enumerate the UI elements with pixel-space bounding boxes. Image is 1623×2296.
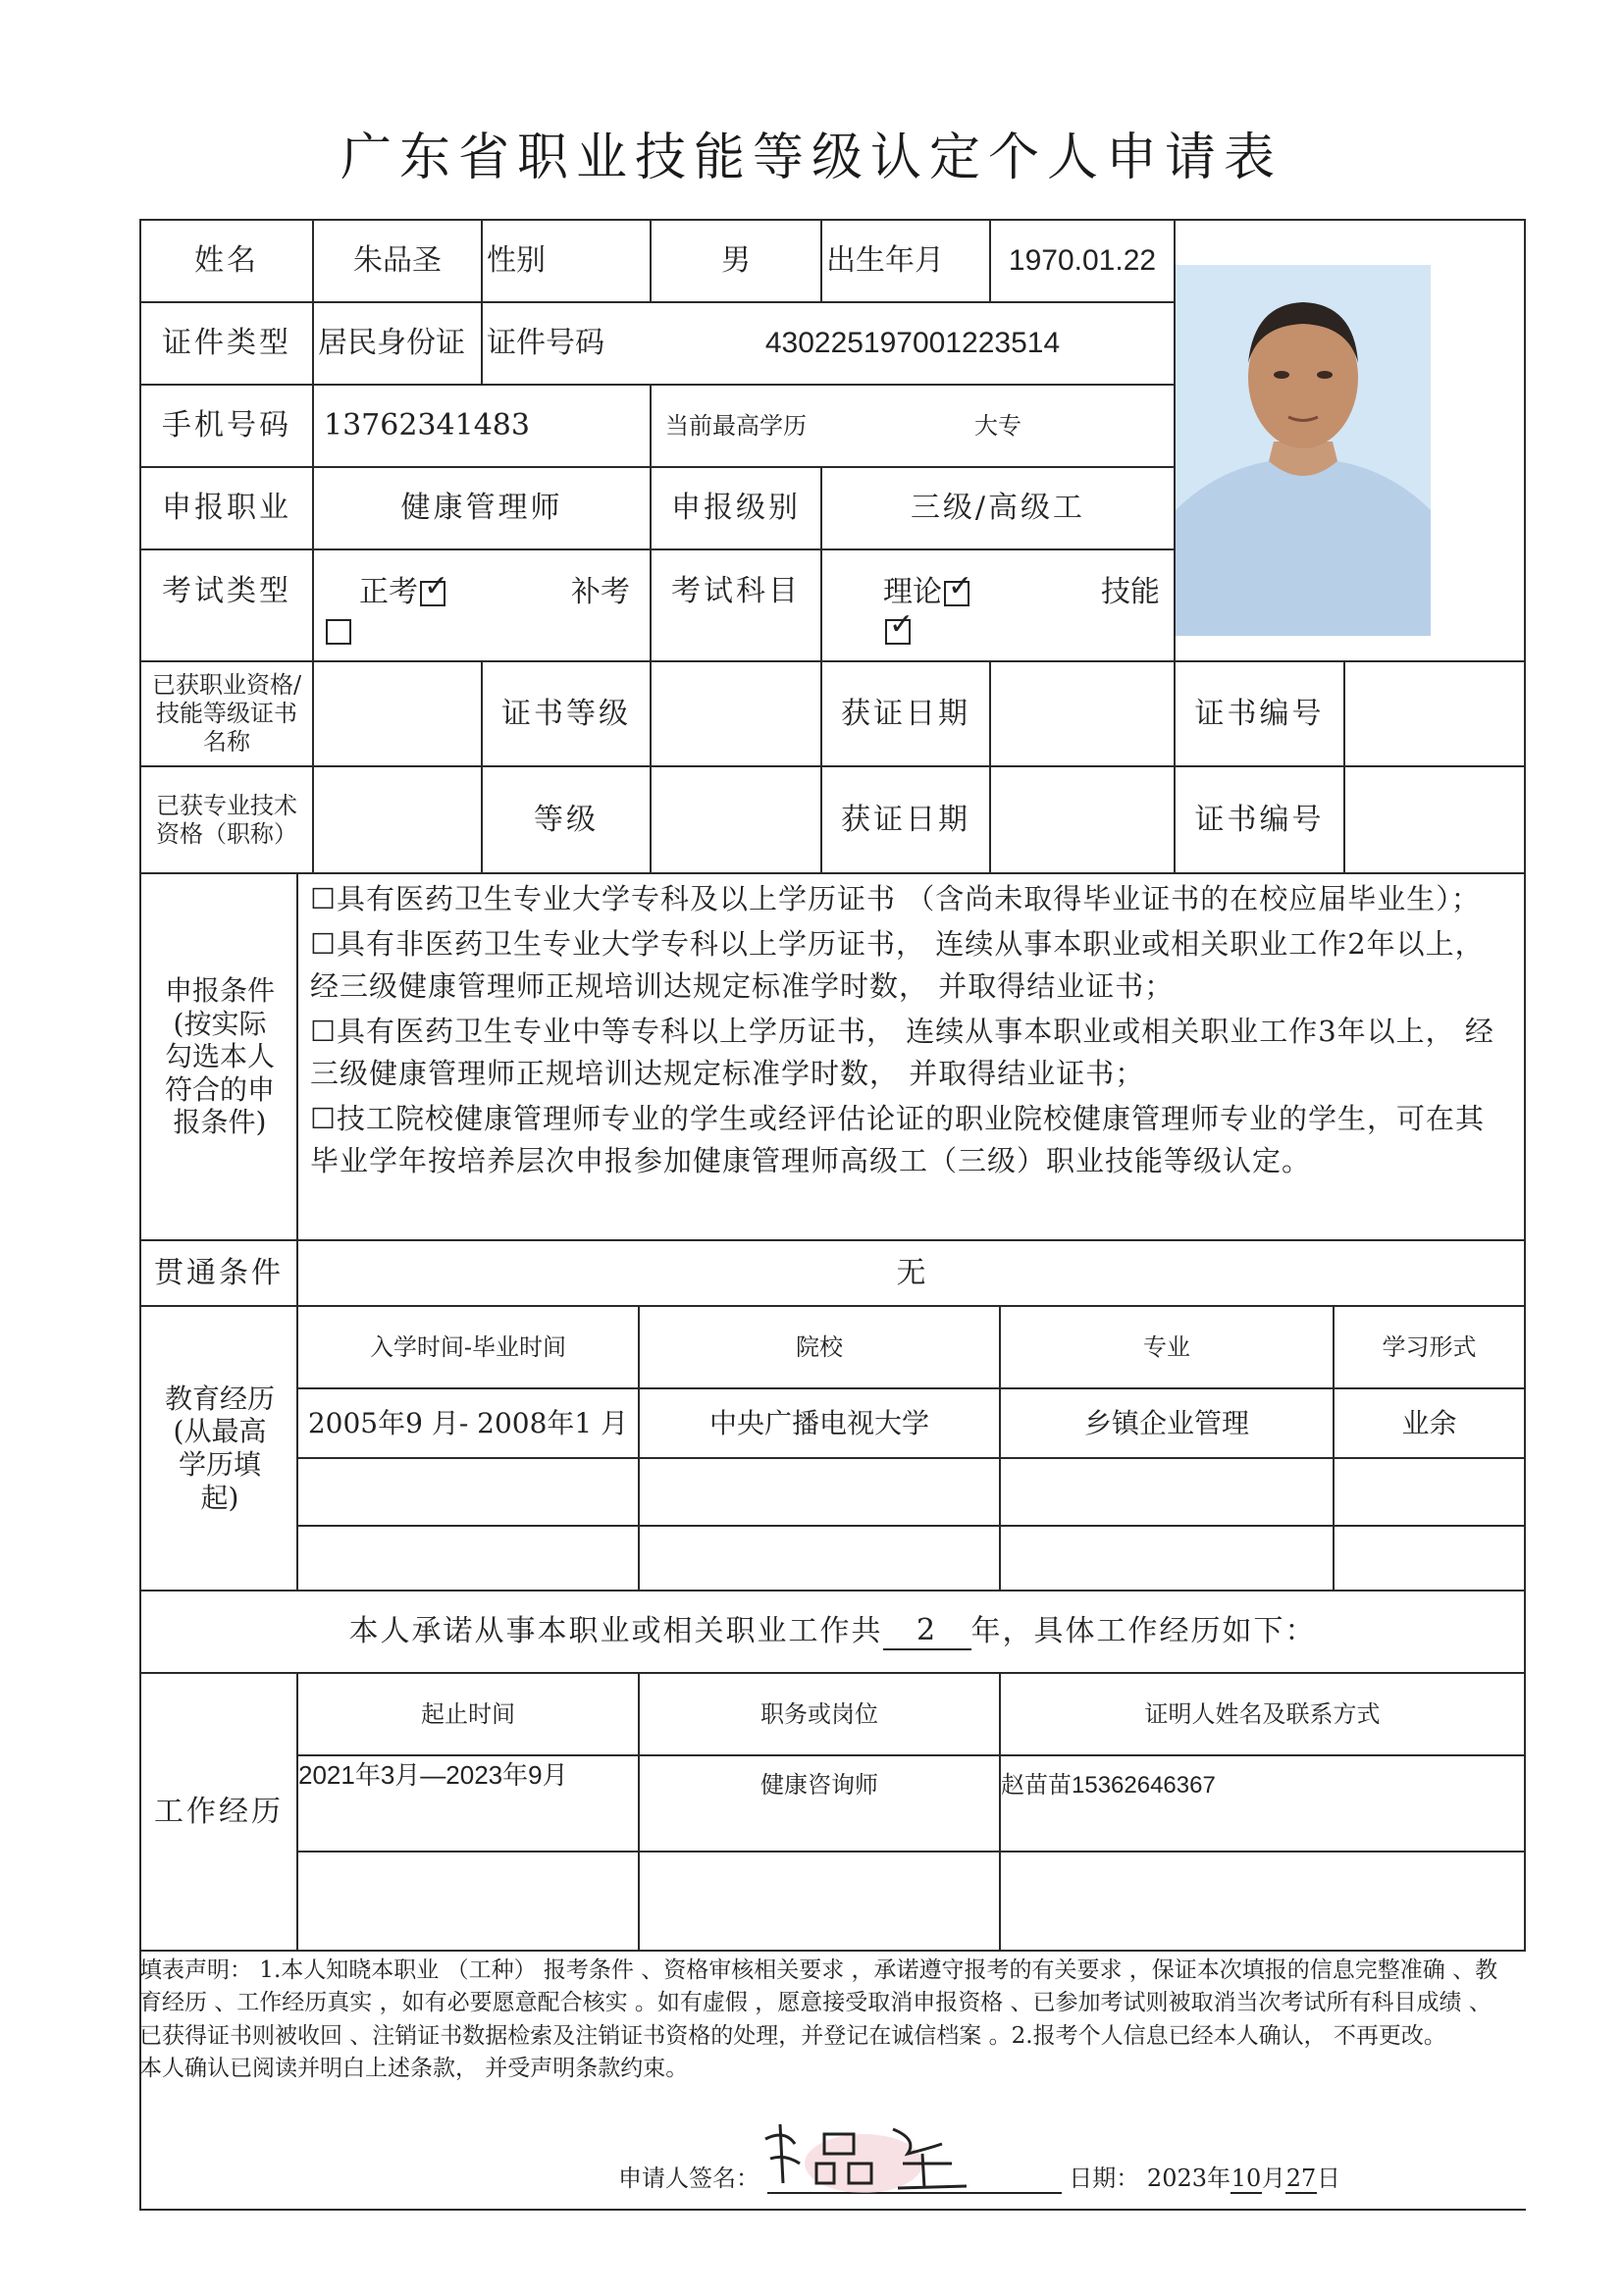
work-position: 健康咨询师 [760, 1771, 878, 1799]
col-line [989, 660, 991, 872]
qualification-label: 已获职业资格/技能等级证书名称 [151, 671, 302, 756]
edu-header-mode: 学习形式 [1382, 1332, 1477, 1361]
skill-label: 技能 [1101, 575, 1160, 609]
month-unit: 月 [1262, 2165, 1285, 2192]
edu-mode: 业余 [1401, 1406, 1457, 1439]
edu-major: 乡镇企业管理 [1083, 1406, 1249, 1439]
id-no-value: 430225197001223514 [764, 327, 1061, 359]
signature-label: 申请人签名： [618, 2165, 759, 2192]
edu-header-school: 院校 [796, 1332, 843, 1361]
conditions-list [310, 878, 1507, 1183]
border-right [1524, 219, 1526, 1950]
conditions-label: 申报条件(按实际勾选本人符合的申报条件) [164, 974, 275, 1139]
normal-exam-option[interactable] [359, 567, 447, 610]
row-line [296, 1851, 1526, 1852]
title-grade-label: 等级 [534, 802, 599, 837]
theory-checkbox[interactable] [944, 581, 969, 606]
id-type-label: 证件类型 [162, 326, 291, 360]
col-line [296, 872, 298, 1305]
work-header-position: 职务或岗位 [760, 1699, 878, 1728]
makeup-exam-label: 补考 [571, 575, 630, 609]
work-header-period: 起止时间 [421, 1699, 515, 1728]
id-no-label: 证件号码 [487, 326, 604, 360]
edu-header-major: 专业 [1143, 1332, 1190, 1361]
date-month: 10 [1230, 2165, 1262, 2192]
level-value: 三级/高级工 [910, 491, 1086, 525]
cert-no-label: 证书编号 [1194, 696, 1325, 731]
col-line [650, 660, 652, 872]
title-date-label: 获证日期 [841, 802, 970, 837]
commit-prefix: 本人承诺从事本职业或相关职业工作共 [348, 1614, 883, 1648]
id-type-value: 居民身份证 [318, 326, 465, 360]
declaration-text: 填表声明： 1.本人知晓本职业 （工种） 报考条件 、资格审核相关要求 ，承诺遵守报考的有关要求 ，保证本次填报的信息完整准确 、教育经历 、工作经历真实 ，如有必要愿意配合核实 。如有虚假 ，愿意接受取消申报资格 、已参加考试则被取消当次考试所有科目成绩 、 已获得证书则被收回 、注销证书数据检索及注销证书资格的处理，并登记在诚信档案 。2.报考个人信息已经本人确认， 不再更改。 [139, 1957, 1498, 2049]
condition-item[interactable]: ☐具有医药卫生专业中等专科以上学历证书， 连续从事本职业或相关职业工作3年以上， 经三级健康管理师正规培训达规定标准学时数， 并取得结业证书； [310, 1014, 1494, 1090]
applicant-photo [1176, 265, 1431, 636]
condition-item[interactable]: ☐技工院校健康管理师专业的学生或经评估论证的职业院校健康管理师专业的学生，可在其毕业学年按培养层次申报参加健康管理师高级工（三级）职业技能等级认定。 [310, 1101, 1485, 1177]
date-year: 2023年 [1146, 2165, 1230, 2192]
normal-exam-checkbox[interactable] [420, 581, 445, 606]
phone-label: 手机号码 [162, 408, 291, 443]
form-title: 广东省职业技能等级认定个人申请表 [340, 129, 1283, 187]
level-label: 申报级别 [671, 491, 801, 525]
birth-value: 1970.01.22 [1008, 244, 1157, 277]
education-value: 大专 [974, 411, 1021, 440]
skill-checkbox[interactable] [885, 619, 911, 645]
work-period: 2021年3月—2023年9月 [298, 1760, 568, 1791]
portrait-image [1176, 265, 1431, 636]
row-line [296, 1457, 1526, 1459]
row-line [139, 872, 1526, 874]
commit-years: 2 [883, 1613, 971, 1650]
edu-school: 中央广播电视大学 [708, 1406, 929, 1439]
theory-label: 理论 [883, 575, 942, 609]
title-no-label: 证书编号 [1194, 802, 1325, 837]
commit-suffix: 年，具体工作经历如下： [970, 1614, 1317, 1648]
border-bottom [139, 2209, 1526, 2211]
occupation-label: 申报职业 [162, 491, 291, 525]
commitment [141, 1592, 1524, 1672]
work-referee: 赵苗苗15362646367 [1001, 1771, 1216, 1799]
birth-label: 出生年月 [826, 244, 944, 277]
declaration [139, 1955, 1513, 2085]
through-value: 无 [896, 1255, 926, 1290]
makeup-exam-checkbox[interactable] [326, 619, 351, 645]
row-line [139, 1950, 1526, 1952]
cert-date-label: 获证日期 [841, 696, 970, 731]
through-label: 贯通条件 [154, 1255, 284, 1290]
day-unit: 日 [1317, 2165, 1340, 2192]
declaration-confirm: 本人确认已阅读并明白上述条款， 并受声明条款约束。 [139, 2056, 689, 2082]
occupation-value: 健康管理师 [400, 491, 563, 525]
cert-grade-label: 证书等级 [501, 696, 631, 731]
condition-item[interactable]: ☐具有医药卫生专业大学专科及以上学历证书 （含尚未取得毕业证书的在校应届毕业生）； [310, 882, 1481, 915]
edu-header-period: 入学时间-毕业时间 [369, 1332, 567, 1361]
date-day: 27 [1285, 2165, 1317, 2192]
edu-period: 2005年9 月- 2008年1 月 [307, 1406, 629, 1439]
education-label: 当前最高学历 [665, 411, 807, 440]
phone-value: 13762341483 [324, 408, 530, 443]
work-header-referee: 证明人姓名及联系方式 [1144, 1699, 1381, 1728]
work-section-label: 工作经历 [154, 1794, 284, 1829]
normal-exam-label: 正考 [359, 575, 418, 609]
gender-value: 男 [721, 243, 751, 278]
name-value: 朱品圣 [353, 244, 442, 277]
theory-option[interactable] [883, 567, 971, 610]
name-label: 姓名 [194, 243, 259, 278]
exam-subject-label: 考试科目 [671, 574, 801, 608]
date-label: 日期： [1069, 2165, 1140, 2192]
title-label: 已获专业技术资格（职称） [156, 791, 297, 848]
education-section-label: 教育经历(从最高学历填起) [165, 1382, 276, 1514]
col-line [1343, 660, 1345, 872]
exam-type-label: 考试类型 [162, 574, 291, 608]
condition-item[interactable]: ☐具有非医药卫生专业大学专科以上学历证书， 连续从事本职业或相关职业工作2年以上， 经三级健康管理师正规培训达规定标准学时数， 并取得结业证书； [310, 926, 1485, 1003]
row-line [296, 1525, 1526, 1527]
gender-label: 性别 [487, 244, 546, 277]
handwritten-signature [756, 2110, 981, 2198]
